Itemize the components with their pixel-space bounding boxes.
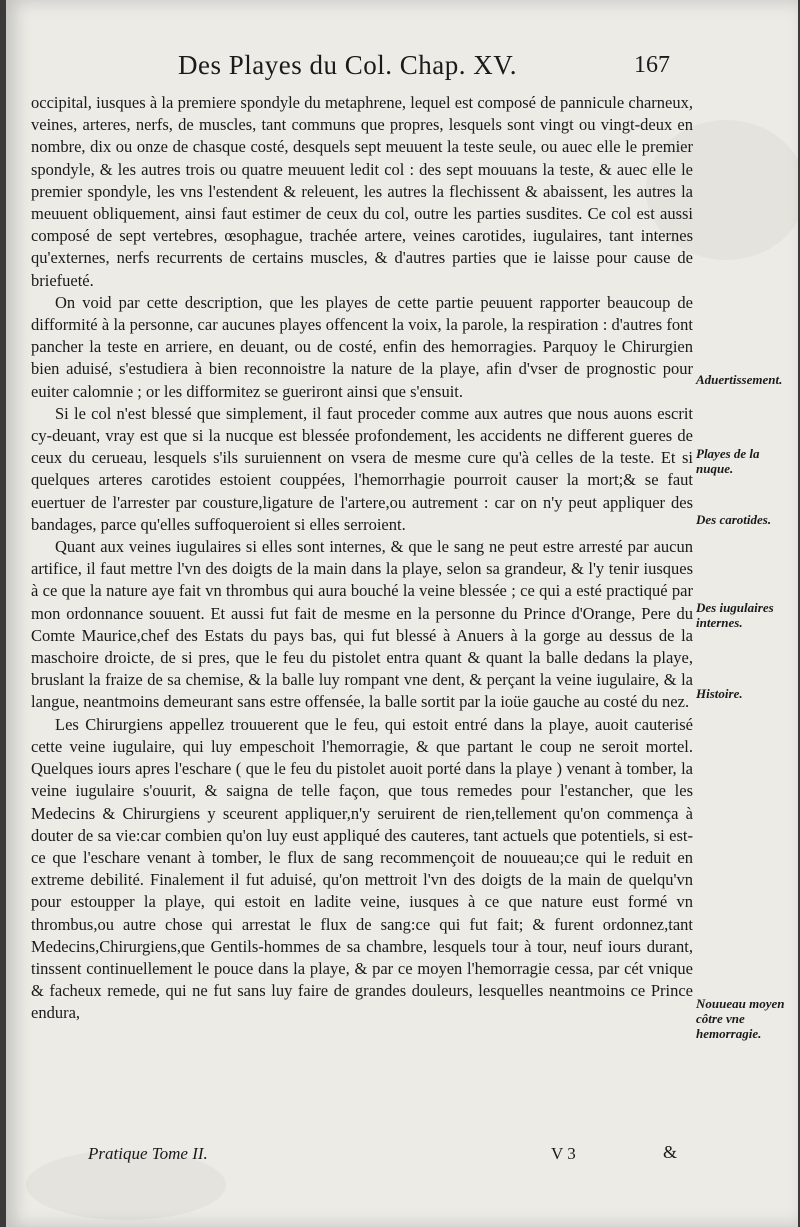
- page-footer: [6, 1138, 798, 1168]
- header-title: Des Playes du Col. Chap. XV.: [178, 50, 518, 80]
- marginal-note: Playes de la nuque.: [696, 446, 760, 476]
- marginal-note: Aduertissement.: [696, 372, 783, 387]
- paragraph: Les Chirurgiens appellez trouuerent que le feu, qui estoit entré dans la playe, auoit cauterisé cette veine iugulaire, qui luy empeschoit l'hemorragie, & que partant le coup ne seroit mortel. Quelques iours apres l'eschare ( que le feu du pistolet auoit porté dans la playe ) venant à tomber, la veine iugulaire s'ouurit, & saigna de telle façon, que tous remedes pour l'estancher, que les Medecins & Chirurgiens y sceurent appliquer,n'y seruirent de rien,tellement qu'on commença à douter de sa vie:car combien qu'on luy eust appliqué des cauteres, tant actuels que potentiels, si est-ce que l'eschare venant à tomber, le flux de sang recommençoit de nouueau;ce qui le reduit en extreme debilité. Finalement il fut aduisé, qu'on mettroit l'vn des doigts de la main de quelqu'vn pour estoupper la playe, qui estoit en ladite veine, iusques à ce que nature eust formé vn thrombus,ou autre chose qui arrestat le flux de sang:ce qui fut fait; & furent ordonnez,tant Medecins,Chirurgiens,que Gentils-hommes de sa chambre, lesquels tour à tour, neuf iours durant, tinssent continuellement le pouce dans la playe, & par ce moyen l'hemorragie cessa, par cét vnique & facheux remede, qui ne fut sans luy faire de grandes douleurs, lesquelles neantmoins ce Prince endura,: [31, 714, 693, 1023]
- marginal-note: Nouueau moyen côtre vne hemorragie.: [696, 996, 785, 1041]
- main-text: [31, 92, 693, 1025]
- page-number: 167: [634, 52, 670, 78]
- paragraph: Quant aux veines iugulaires si elles sont internes, & que le sang ne peut estre arresté par aucun artifice, il faut mettre l'vn des doigts de la main dans la playe, selon sa grandeur, & l'y tenir iusques à ce que la nature aye fait vn thrombus qui aura bouché la veine blessée ; ce qui a esté practiqué par mon ordonnance souuent. Et aussi fut fait de mesme en la personne du Prince d'Orange, Pere du Comte Maurice,chef des Estats du pays bas, qui fut blessé à Anuers à la gorge au dessus de la maschoire droicte, de si pres, que le feu du pistolet entra quant & quant la balle dedans la playe, bruslant la fraize de sa chemise, & la balle luy rompant vne dent, & perçant la veine iugulaire, & la langue, neantmoins demeurant sans estre offensée, la balle sortit par la ioüe gauche au costé du nez.: [31, 537, 693, 712]
- footer-running-title: Pratique Tome II.: [88, 1144, 208, 1163]
- paragraph: Si le col n'est blessé que simplement, il faut proceder comme aux autres que nous auons escrit cy-deuant, vray est que si la nucque est blessée profondement, les accidents ne different gueres de ceux du cerueau, lesquels s'ils suruiennent on vsera de mesme cure qu'à celles de la teste. Et si quelques arteres carotides estoient couppées, l'hemorrhagie pourroit causer la mort;& se faut euertuer de l'arrester par cousture,ligature de l'artere,ou autrement : car on n'y peut appliquer des bandages, parce qu'elles suffoqueroient si elles serroient.: [31, 403, 693, 534]
- marginal-note: Histoire.: [696, 686, 743, 701]
- marginal-note: Des iugulaires internes.: [696, 600, 774, 630]
- book-page: [6, 0, 798, 1227]
- catchword: &: [663, 1142, 678, 1162]
- signature-mark: V 3: [551, 1144, 576, 1163]
- running-header: [6, 44, 798, 90]
- paragraph: occipital, iusques à la premiere spondyle du metaphrene, lequel est composé de pannicule charneux, veines, arteres, nerfs, de muscles, tant communs que propres, lesquels sont vingt ou vingt-deux en nombre, dix ou onze de chasque costé, desquels sept meuuent la teste seule, ou auec elle le premier spondyle, & les autres trois ou quatre meuuent ledit col : des sept mouuans la teste, & auec elle le premier spondyle, les vns l'estendent & releuent, les autres la flechissent & abaissent, les autres la meuuent obliquement, ainsi faut estimer de ceux du col, outre les parties susdites. Ce col est aussi composé de sept vertebres, œsophague, trachée artere, veines carotides, iugulaires, tant internes qu'externes, nerfs recurrents de certains muscles, & d'autres parties que ie laisse pour cause de briefueté.: [31, 93, 693, 290]
- paragraph: On void par cette description, que les playes de cette partie peuuent rapporter beaucoup de difformité à la personne, car aucunes playes offencent la voix, la parole, la respiration : d'autres font pancher la teste en arriere, en deuant, ou de costé, enfin des hemorragies. Parquoy le Chirurgien bien aduisé, s'estudiera à bien reconnoistre la nature de la playe, afin d'vser de prognostic pour euiter calomnie ; or les difformitez se gueriront ainsi que s'ensuit.: [31, 292, 693, 401]
- marginal-note: Des carotides.: [696, 512, 772, 527]
